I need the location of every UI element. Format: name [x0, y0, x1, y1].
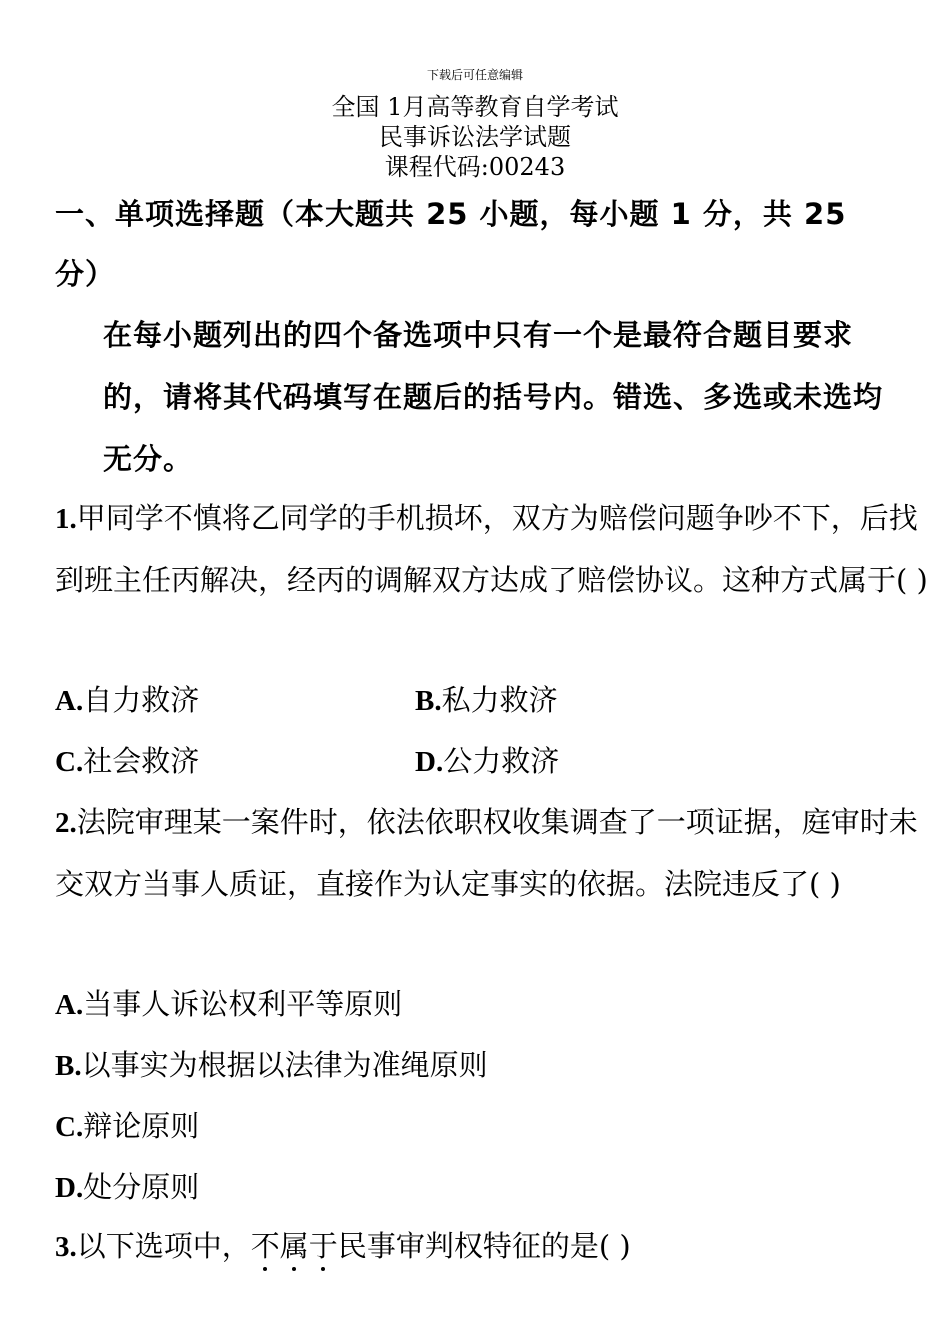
option-a: A.自力救济 — [55, 683, 200, 717]
question-2 — [55, 792, 935, 915]
options-row-1 — [55, 680, 558, 721]
question-1 — [55, 488, 935, 611]
section-instructions: 在每小题列出的四个备选项中只有一个是最符合题目要求的，请将其代码填写在题后的括号内。错选、多选或未选均无分。 — [103, 318, 884, 476]
section-heading-line2: 分） — [55, 257, 116, 291]
course-code: 课程代码:00243 — [384, 153, 566, 181]
option-b: B.以事实为根据以法律为准绳原则 — [55, 1048, 488, 1082]
watermark-text: 下载后可任意编辑 — [426, 68, 523, 82]
option-c: C.辩论原则 — [55, 1109, 200, 1143]
option-c: C.社会救济 — [55, 744, 200, 778]
option-d: D.公力救济 — [415, 744, 560, 778]
option-a: A.当事人诉讼权利平等原则 — [55, 987, 403, 1021]
option-d: D.处分原则 — [55, 1170, 200, 1204]
emphasis-char: 于 — [308, 1229, 338, 1263]
question-3: 3.以下选项中，不属于民事审判权特征的是( ) — [55, 1229, 631, 1263]
section-heading — [55, 184, 915, 304]
emphasis-char: 不 — [250, 1229, 280, 1263]
option-b: B.私力救济 — [415, 683, 558, 717]
question-number: 2. — [55, 807, 77, 839]
exam-subject: 民事诉讼法学试题 — [379, 123, 571, 151]
emphasis-char: 属 — [279, 1229, 309, 1263]
question-number: 3. — [55, 1231, 77, 1263]
question-number: 1. — [55, 503, 77, 535]
options-row-2 — [55, 741, 560, 782]
section-heading-line1: 一、单项选择题（本大题共 25 小题，每小题 1 分，共 25 — [55, 197, 847, 231]
question-text: 甲同学不慎将乙同学的手机损坏，双方为赔偿问题争吵不下，后找到班主任丙解决，经丙的调解双方达成了赔偿协议。这种方式属于( ) — [55, 501, 928, 597]
exam-title: 全国 1月高等教育自学考试 — [331, 93, 619, 121]
question-text: 法院审理某一案件时，依法依职权收集调查了一项证据，庭审时未交双方当事人质证，直接作为认定事实的依据。法院违反了( ) — [55, 805, 918, 901]
